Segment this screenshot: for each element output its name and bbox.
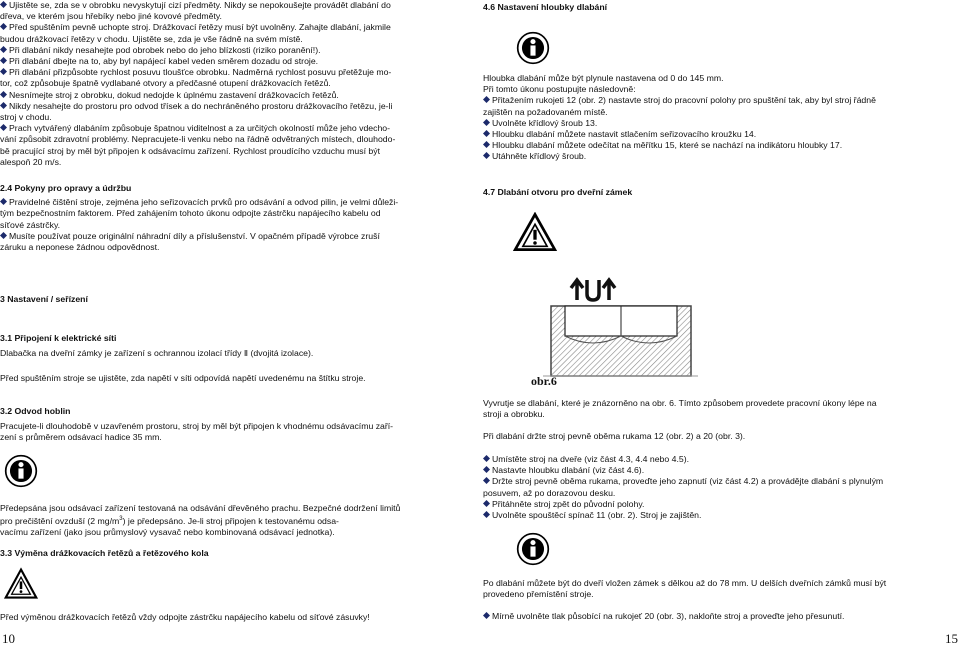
- paragraph-line: síťové zástrčky.: [0, 219, 61, 230]
- section-heading: 3.1 Připojení k elektrické síti: [0, 333, 117, 343]
- safety-line: Při dlabání přizpůsobte rychlost posuvu tloušťce obrobku. Nadměrná rychlost posuvu přetěžuje mo-: [0, 67, 452, 78]
- paragraph-line: Pracujete-li dlouhodobě v uzavřeném prostoru, stroj by měl být připojen k vhodnému odsávacímu zaří-: [0, 421, 394, 432]
- paragraph-line: Hloubku dlabání můžete nastavit stlačením seřizovacího kroužku 14.: [483, 129, 953, 140]
- paragraph-line: pro prečištění ovzduší (2 $mg/m^3$) je předepsáno. Je-li stroj připojen k testovanému odsa-: [0, 516, 339, 527]
- diamond-bullet-icon: [483, 152, 490, 159]
- paragraph-line: zení s průměrem odsávací hadice 35 mm.: [0, 432, 162, 443]
- diamond-bullet-icon: [483, 119, 490, 126]
- paragraph-line: Dlabačka na dveřní zámky je zařízení s ochrannou izolací třídy Ⅱ (dvojitá izolace).: [0, 348, 314, 359]
- paragraph-line: Před výměnou drážkovacích řetězů vždy odpojte zástrčku napájecího kabelu od síťové zásuvky!: [0, 612, 370, 622]
- paragraph-line: Předepsána jsou odsávací zařízení testovaná na odsávání dřevěného prachu. Bezpečné dodržení limitů: [0, 503, 401, 513]
- chapter-heading: 3 Nastavení / seřízení: [0, 294, 88, 304]
- diamond-bullet-icon: [0, 91, 7, 98]
- paragraph-line: Utáhněte křídlový šroub.: [483, 151, 953, 162]
- diamond-bullet-icon: [0, 1, 7, 8]
- figure-label: obr.6: [531, 374, 557, 388]
- diamond-bullet-icon: [483, 612, 490, 619]
- diamond-bullet-icon: [0, 102, 7, 109]
- paragraph-line: Mírně uvolněte tlak působící na rukojeť 20 (obr. 3), nakloňte stroj a proveďte jeho přesunutí.: [483, 611, 953, 622]
- page-number-right: 15: [945, 631, 958, 646]
- diamond-bullet-icon: [483, 141, 490, 148]
- safety-line: Ujistěte se, zda se v obrobku nevyskytují cizí předměty. Nikdy se nepokoušejte provádět dlabání do: [0, 0, 452, 11]
- diamond-bullet-icon: [483, 500, 490, 507]
- page-number-left: 10: [2, 631, 15, 646]
- safety-line: tor, což způsobuje špatně vydlabané otvory a předčasné otupení drážkovacích řetězů.: [0, 78, 331, 89]
- safety-line: Při dlabání dbejte na to, aby byl napájecí kabel veden směrem dozadu od stroje.: [0, 56, 452, 67]
- diamond-bullet-icon: [483, 477, 490, 484]
- diamond-bullet-icon: [0, 232, 7, 239]
- paragraph-line: provedeno přemístění stroje.: [483, 589, 594, 600]
- diamond-bullet-icon: [0, 68, 7, 75]
- safety-line: Před spuštěním pevně uchopte stroj. Drážkovací řetězy musí být uvolněny. Zahajte dlabání, jakmile: [0, 22, 452, 33]
- section-heading: 3.2 Odvod hoblin: [0, 406, 71, 416]
- warning-icon: [4, 567, 38, 601]
- paragraph-line: Uvolněte křídlový šroub 13.: [483, 118, 953, 129]
- paragraph-line: Vyvrutje se dlabání, které je znázorněno na obr. 6. Tímto způsobem provedete pracovní úkony lépe na: [483, 398, 877, 408]
- safety-line: Nikdy nesahejte do prostoru pro odvod třísek a do nechráněného prostoru drážkovacího řetězu, je-li: [0, 101, 452, 112]
- paragraph-line: Hloubku dlabání můžete odečítat na měřítku 15, které se nachází na indikátoru hloubky 17.: [483, 140, 953, 151]
- paragraph-line: záruku a neponese žádnou odpovědnost.: [0, 242, 160, 253]
- safety-line: dřeva, ve kterém jsou hřebíky nebo jiné kovové předměty.: [0, 11, 222, 22]
- warning-icon: [513, 212, 557, 252]
- diamond-bullet-icon: [0, 124, 7, 131]
- paragraph-line: tým bezpečnostním faktorem. Před zahájením tohoto úkonu odpojte zástrčku napájecího kabelu od: [0, 208, 381, 219]
- safety-line: Při dlabání nikdy nesahejte pod obrobek nebo do jeho blízkosti (riziko poranění!).: [0, 45, 452, 56]
- paragraph-line: Nastavte hloubku dlabání (viz část 4.6).: [483, 465, 953, 476]
- paragraph-line: Po dlabání můžete být do dveří vložen zámek s dělkou až do 78 mm. U delších dveřních zámků musí být: [483, 578, 887, 588]
- paragraph-line: zajištěn na požadovaném místě.: [483, 106, 608, 117]
- diamond-bullet-icon: [483, 455, 490, 462]
- paragraph-line: posuvem, až po dorazovou desku.: [483, 487, 616, 498]
- info-icon: [4, 454, 38, 488]
- mortise-figure: [543, 270, 698, 378]
- safety-line: budou drážkovací řetězy v chodu. Ujistěte se, zda je vše řádně na svém místě.: [0, 33, 303, 44]
- diamond-bullet-icon: [0, 46, 7, 53]
- paragraph-line: Hloubka dlabání může být plynule nastavena od 0 do 145 mm.: [483, 73, 724, 83]
- diamond-bullet-icon: [0, 23, 7, 30]
- paragraph-line: Musíte používat pouze originální náhradní díly a příslušenství. V opačném případě výrobce zruší: [0, 231, 452, 242]
- paragraph-line: stroji a obrobku.: [483, 409, 545, 420]
- diamond-bullet-icon: [483, 511, 490, 518]
- paragraph-line: Držte stroj pevně oběma rukama, proveďte jeho zapnutí (viz část 4.2) a provádějte dlabání s plynulým: [483, 476, 953, 487]
- diamond-bullet-icon: [483, 130, 490, 137]
- paragraph-line: Uvolněte spouštěcí spínač 11 (obr. 2). Stroj je zajištěn.: [483, 510, 953, 521]
- diamond-bullet-icon: [483, 96, 490, 103]
- paragraph-line: Před spuštěním stroje se ujistěte, zda napětí v síti odpovídá napětí uvedenému na štítku stroje.: [0, 373, 366, 384]
- info-icon: [516, 31, 550, 65]
- safety-line: alespoň 20 m/s.: [0, 156, 62, 167]
- paragraph-line: vacímu zařízení (jako jsou průmyslový vysavač nebo kombinovaná odsávací jednotka).: [0, 527, 335, 538]
- paragraph-line: Přitáhněte stroj zpět do původní polohy.: [483, 499, 953, 510]
- safety-line: Nesnímejte stroj z obrobku, dokud nedojde k úplnému zastavení drážkovacích řetězů.: [0, 90, 452, 101]
- section-heading: 3.3 Výměna drážkovacích řetězů a řetězového kola: [0, 548, 209, 558]
- safety-line: stroj v chodu.: [0, 112, 52, 123]
- paragraph-line: Přitažením rukojeti 12 (obr. 2) nastavte stroj do pracovní polohy pro spuštění tak, aby byl stroj řádně: [483, 95, 953, 106]
- paragraph-line: Při dlabání držte stroj pevně oběma rukama 12 (obr. 2) a 20 (obr. 3).: [483, 431, 746, 442]
- paragraph-line: Při tomto úkonu postupujte následovně:: [483, 84, 636, 95]
- safety-line: vání způsobit zdravotní problémy. Nepracujete-li venku nebo na řádně odvětraných místech, dlouhodo-: [0, 134, 396, 145]
- safety-line: Prach vytvářený dlabáním způsobuje špatnou viditelnost a za určitých okolností může jeho vdecho-: [0, 123, 452, 134]
- section-heading: 4.6 Nastavení hloubky dlabání: [483, 2, 608, 12]
- paragraph-line: Umístěte stroj na dveře (viz část 4.3, 4.4 nebo 4.5).: [483, 454, 953, 465]
- diamond-bullet-icon: [0, 57, 7, 64]
- safety-line: bě pracující stroj by měl být připojen k odsávacímu zařízení. Rychlost proudícího vzduchu musí být: [0, 145, 381, 156]
- diamond-bullet-icon: [0, 198, 7, 205]
- section-heading: 2.4 Pokyny pro opravy a údržbu: [0, 183, 132, 193]
- diamond-bullet-icon: [483, 466, 490, 473]
- info-icon: [516, 532, 550, 566]
- paragraph-line: Pravidelné čištění stroje, zejména jeho seřizovacích prvků pro odsávání a odvod pilin, je velmi důleži-: [0, 197, 452, 208]
- section-heading: 4.7 Dlabání otvoru pro dveřní zámek: [483, 187, 633, 197]
